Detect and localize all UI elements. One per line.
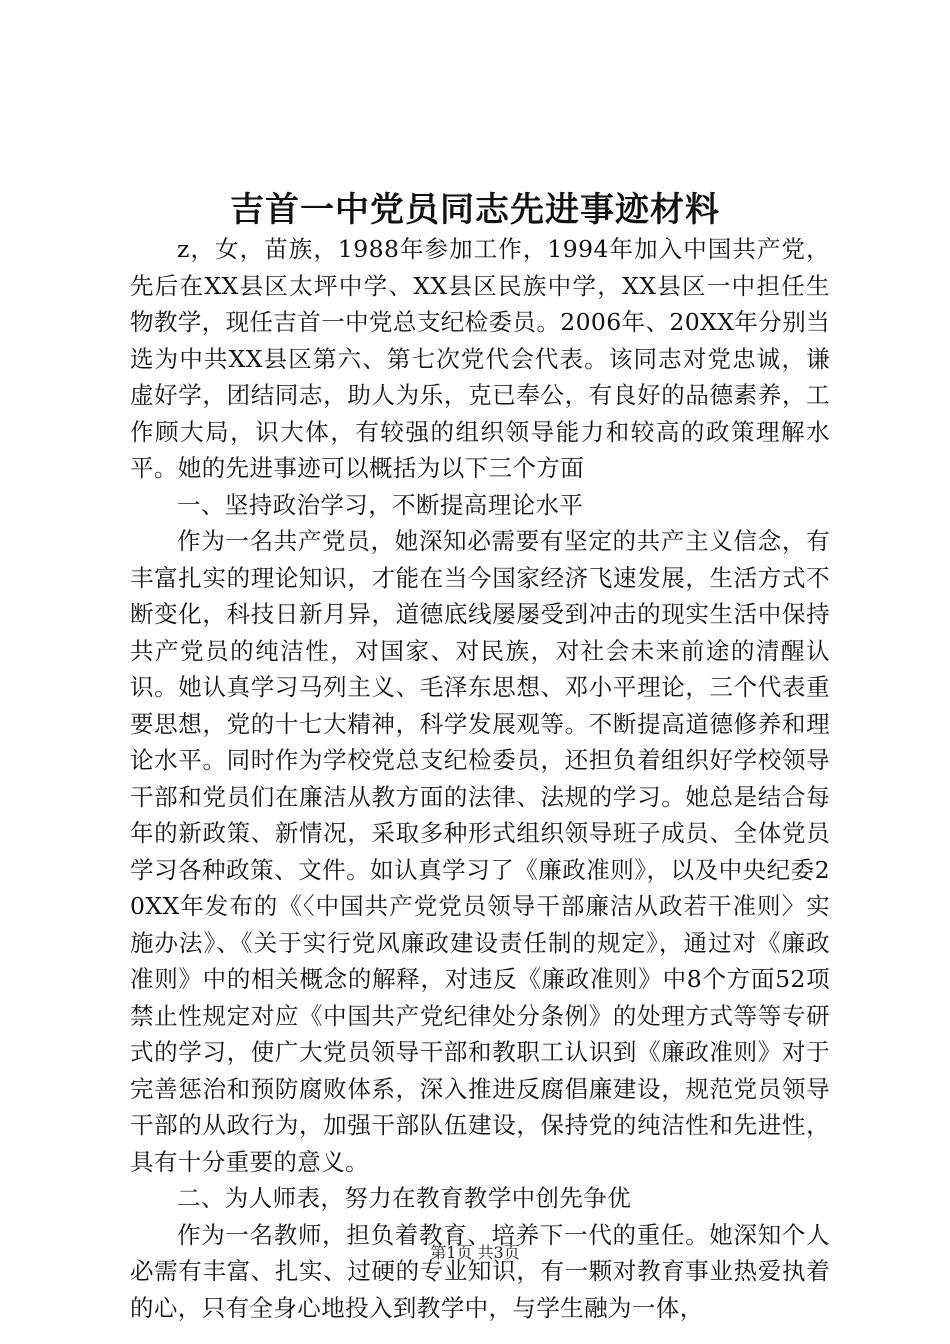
page-footer: 第1页 共3页 <box>430 1243 520 1262</box>
section-heading-1: 一、坚持政治学习，不断提高理论水平 <box>177 490 584 519</box>
paragraph-intro: z，女，苗族，1988年参加工作，1994年加入中国共产党，先后在XX县区太坪中学、XX县区民族中学，XX县区一中担任生物教学，现任吉首一中党总支纪检委员。2006年、20XX年分别当选为中共XX县区第六、第七次党代会代表。该同志对党忠诚，谦虚好学，团结同志，助人为乐，克已奉公，有良好的品德素养，工作顾大局，识大体，有较强的组织领导能力和较高的政策理解水平。她的先进事迹可以概括为以下三个方面 <box>130 235 830 482</box>
paragraph-section-2: 作为一名教师，担负着教育、培养下一代的重任。她深知个人必需有丰富、扎实、过硬的专业知识，有一颗对教育事业热爱执着的心，只有全身心地投入到教学中，与学生融为一体， <box>130 1220 830 1322</box>
paragraph-section-1: 作为一名共产党员，她深知必需要有坚定的共产主义信念，有丰富扎实的理论知识，才能在当今国家经济飞速发展，生活方式不断变化，科技日新月异，道德底线屡屡受到冲击的现实生活中保持共产党员的纯洁性，对国家、对民族，对社会未来前途的清醒认识。她认真学习马列主义、毛泽东思想、邓小平理论，三个代表重要思想，党的十七大精神，科学发展观等。不断提高道德修养和理论水平。同时作为学校党总支纪检委员，还担负着组织好学校领导干部和党员们在廉洁从教方面的法律、法规的学习。她总是结合每年的新政策、新情况，采取多种形式组织领导班子成员、全体党员学习各种政策、文件。如认真学习了《廉政准则》，以及中央纪委20XX年发布的《〈中国共产党党员领导干部廉洁从政若干准则〉实施办法》、《关于实行党风廉政建设责任制的规定》，通过对《廉政准则》中的相关概念的解释，对违反《廉政准则》中8个方面52项禁止性规定对应《中国共产党纪律处分条例》的处理方式等等专研式的学习，使广大党员领导干部和教职工认识到《廉政准则》对于完善惩治和预防腐败体系，深入推进反腐倡廉建设，规范党员领导干部的从政行为，加强干部队伍建设，保持党的纯洁性和先进性，具有十分重要的意义。 <box>130 527 830 1176</box>
document-body <box>130 231 830 1326</box>
section-heading-2: 二、为人师表，努力在教育教学中创先争优 <box>177 1184 632 1212</box>
document-title: 吉首一中党员同志先进事迹材料 <box>230 190 720 230</box>
